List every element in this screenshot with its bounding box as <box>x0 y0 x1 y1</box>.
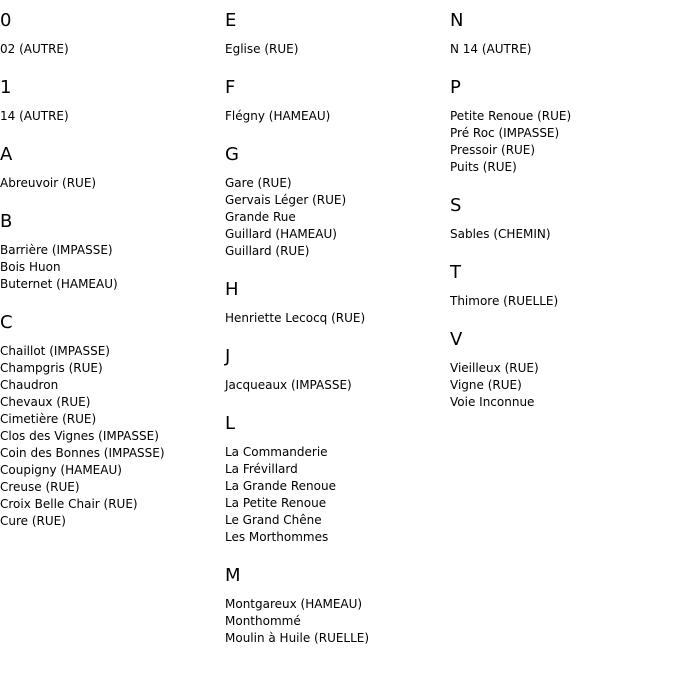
street-item <box>450 142 675 159</box>
street-link[interactable]: Coupigny (HAMEAU) <box>0 463 122 477</box>
street-link[interactable]: 02 (AUTRE) <box>0 42 69 56</box>
street-list <box>450 108 675 176</box>
index-column-2 <box>225 10 450 666</box>
street-list <box>0 41 225 58</box>
street-link[interactable]: Sables (CHEMIN) <box>450 227 551 241</box>
street-link[interactable]: Guillard (RUE) <box>225 244 310 258</box>
street-item <box>0 394 225 411</box>
street-item <box>225 175 450 192</box>
street-list <box>450 41 675 58</box>
street-link[interactable]: Coin des Bonnes (IMPASSE) <box>0 446 165 460</box>
index-column-3 <box>450 10 675 430</box>
street-item <box>225 41 450 58</box>
letter-heading: G <box>225 144 239 165</box>
street-item <box>0 242 225 259</box>
letter-heading: N <box>450 10 464 31</box>
street-item <box>225 209 450 226</box>
letter-heading: C <box>0 312 13 333</box>
letter-heading: H <box>225 279 239 300</box>
street-item <box>0 259 225 276</box>
street-link[interactable]: Champgris (RUE) <box>0 361 103 375</box>
street-item <box>0 411 225 428</box>
street-link[interactable]: Gervais Léger (RUE) <box>225 193 347 207</box>
street-item <box>225 377 450 394</box>
street-link[interactable]: Cimetière (RUE) <box>0 412 97 426</box>
letter-heading: S <box>450 195 462 216</box>
street-item <box>0 479 225 496</box>
street-link[interactable]: Barrière (IMPASSE) <box>0 243 113 257</box>
street-list <box>0 108 225 125</box>
street-item <box>0 276 225 293</box>
street-list <box>0 175 225 192</box>
street-item <box>0 462 225 479</box>
street-link[interactable]: La Frévillard <box>225 462 298 476</box>
letter-heading: J <box>225 346 231 367</box>
street-list <box>225 310 450 327</box>
street-link[interactable]: Jacqueaux (IMPASSE) <box>225 378 352 392</box>
letter-group-p <box>450 77 675 176</box>
street-list <box>225 444 450 546</box>
letter-heading: 1 <box>0 77 12 98</box>
street-item <box>450 360 675 377</box>
street-link[interactable]: Clos des Vignes (IMPASSE) <box>0 429 159 443</box>
street-item <box>225 108 450 125</box>
street-link[interactable]: Monthommé <box>225 614 301 628</box>
street-item <box>225 243 450 260</box>
street-list <box>225 377 450 394</box>
street-item <box>225 310 450 327</box>
letter-group-h <box>225 279 450 327</box>
letter-group-a <box>0 144 225 192</box>
letter-group-f <box>225 77 450 125</box>
street-item <box>450 125 675 142</box>
street-item <box>225 596 450 613</box>
street-item <box>0 445 225 462</box>
street-link[interactable]: Creuse (RUE) <box>0 480 80 494</box>
letter-group-t <box>450 262 675 310</box>
letter-heading: L <box>225 413 236 434</box>
street-item <box>225 192 450 209</box>
street-item <box>225 444 450 461</box>
street-link[interactable]: Moulin à Huile (RUELLE) <box>225 631 370 645</box>
letter-heading: V <box>450 329 463 350</box>
letter-group-l <box>225 413 450 546</box>
street-item <box>0 360 225 377</box>
letter-heading: 0 <box>0 10 12 31</box>
street-link[interactable]: Pressoir (RUE) <box>450 143 536 157</box>
letter-heading: P <box>450 77 461 98</box>
street-list <box>225 596 450 647</box>
street-list <box>225 175 450 260</box>
street-item <box>450 108 675 125</box>
letter-group-e <box>225 10 450 58</box>
street-link[interactable]: Thimore (RUELLE) <box>450 294 559 308</box>
street-link[interactable]: Gare (RUE) <box>225 176 292 190</box>
street-link[interactable]: N 14 (AUTRE) <box>450 42 532 56</box>
street-list <box>0 242 225 293</box>
street-item <box>0 513 225 530</box>
letter-group-0 <box>0 10 225 58</box>
street-link[interactable]: Les Morthommes <box>225 530 329 544</box>
street-item <box>450 41 675 58</box>
street-link[interactable]: Guillard (HAMEAU) <box>225 227 337 241</box>
street-item <box>225 495 450 512</box>
street-item <box>450 293 675 310</box>
street-item <box>225 529 450 546</box>
letter-group-1 <box>0 77 225 125</box>
street-link[interactable]: Vieilleux (RUE) <box>450 361 539 375</box>
street-list <box>225 41 450 58</box>
street-link[interactable]: Flégny (HAMEAU) <box>225 109 331 123</box>
street-link[interactable]: 14 (AUTRE) <box>0 109 69 123</box>
letter-heading: T <box>450 262 461 283</box>
letter-group-b <box>0 211 225 293</box>
street-item <box>450 394 675 411</box>
letter-group-s <box>450 195 675 243</box>
street-list <box>0 343 225 530</box>
street-link[interactable]: Montgareux (HAMEAU) <box>225 597 363 611</box>
street-link[interactable]: Chaillot (IMPASSE) <box>0 344 110 358</box>
street-item <box>0 175 225 192</box>
letter-heading: B <box>0 211 13 232</box>
street-item <box>225 226 450 243</box>
street-link[interactable]: Voie Inconnue <box>450 395 535 409</box>
street-link[interactable]: Buternet (HAMEAU) <box>0 277 118 291</box>
letter-group-n <box>450 10 675 58</box>
street-list <box>450 293 675 310</box>
street-item <box>0 428 225 445</box>
street-link[interactable]: La Commanderie <box>225 445 328 459</box>
street-item <box>0 343 225 360</box>
letter-group-m <box>225 565 450 647</box>
letter-heading: F <box>225 77 236 98</box>
street-link[interactable]: Pré Roc (IMPASSE) <box>450 126 560 140</box>
street-item <box>225 613 450 630</box>
street-link[interactable]: Henriette Lecocq (RUE) <box>225 311 366 325</box>
street-link[interactable]: Vigne (RUE) <box>450 378 522 392</box>
letter-group-j <box>225 346 450 394</box>
street-link[interactable]: Bois Huon <box>0 260 61 274</box>
street-item <box>450 377 675 394</box>
street-item <box>225 461 450 478</box>
street-link[interactable]: Puits (RUE) <box>450 160 517 174</box>
street-item <box>450 159 675 176</box>
street-link[interactable]: Grande Rue <box>225 210 296 224</box>
street-link[interactable]: Chevaux (RUE) <box>0 395 91 409</box>
street-list <box>450 360 675 411</box>
letter-heading: A <box>0 144 13 165</box>
street-link[interactable]: Chaudron <box>0 378 59 392</box>
street-link[interactable]: Croix Belle Chair (RUE) <box>0 497 138 511</box>
street-item <box>0 496 225 513</box>
street-link[interactable]: Abreuvoir (RUE) <box>0 176 97 190</box>
street-link[interactable]: Le Grand Chêne <box>225 513 322 527</box>
street-item <box>450 226 675 243</box>
street-item <box>0 41 225 58</box>
letter-heading: E <box>225 10 237 31</box>
street-link[interactable]: Eglise (RUE) <box>225 42 299 56</box>
letter-heading: M <box>225 565 241 586</box>
street-link[interactable]: La Petite Renoue <box>225 496 327 510</box>
street-item <box>225 478 450 495</box>
street-link[interactable]: La Grande Renoue <box>225 479 336 493</box>
street-list <box>225 108 450 125</box>
street-link[interactable]: Petite Renoue (RUE) <box>450 109 572 123</box>
street-item <box>225 512 450 529</box>
street-item <box>0 377 225 394</box>
street-link[interactable]: Cure (RUE) <box>0 514 66 528</box>
index-column-1 <box>0 10 225 549</box>
letter-group-g <box>225 144 450 260</box>
street-list <box>450 226 675 243</box>
street-item <box>225 630 450 647</box>
letter-group-c <box>0 312 225 530</box>
letter-group-v <box>450 329 675 411</box>
street-item <box>0 108 225 125</box>
